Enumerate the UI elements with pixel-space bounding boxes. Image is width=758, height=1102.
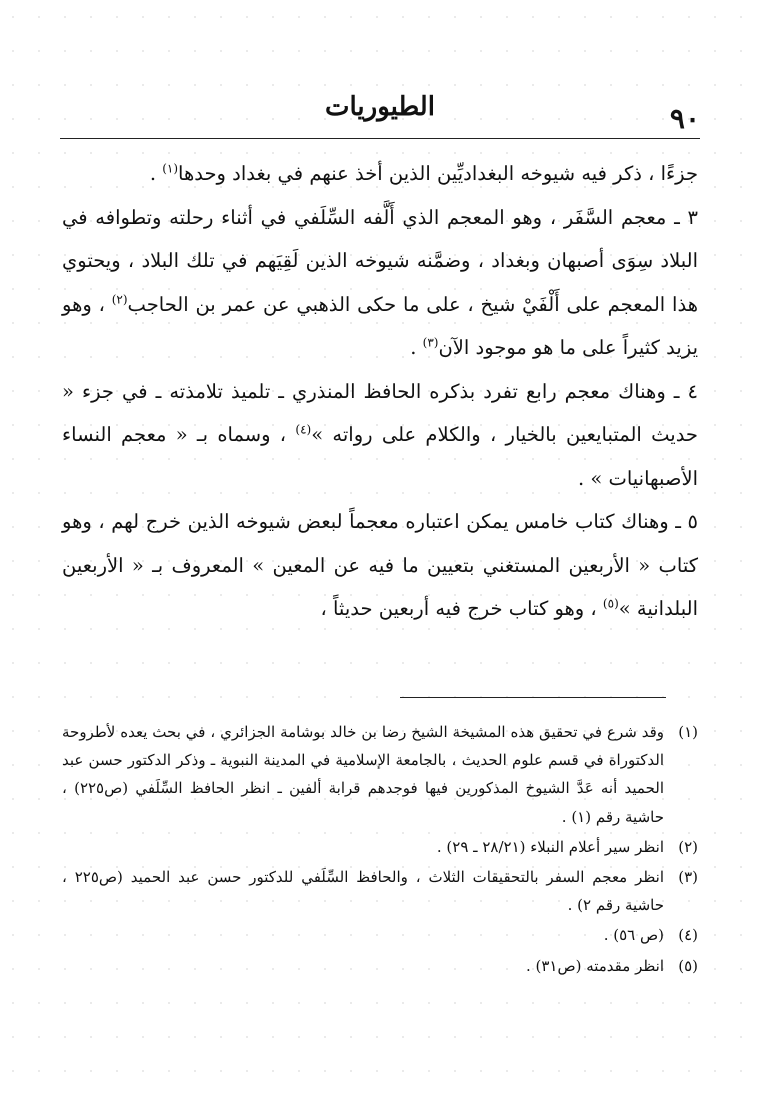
- paragraph-4: [62, 500, 698, 631]
- footnote-text: وقد شرع في تحقيق هذه المشيخة الشيخ رضا بن خالد بوشامة الجزائري ، في بحث يعده لأطروحة الدكتوراة في قسم علوم الحديث ، بالجامعة الإسلامية في المدينة النبوية ـ وذكر الدكتور حسن عبد الحميد أنه عَدَّ الشيوخ المذكورين فيها فوجدهم قرابة ألفين ـ انظر الحافظ السِّلَفي (ص٢٢٥) ، حاشية رقم (١) .: [62, 723, 664, 826]
- text-segment: ٣ ـ معجم السَّفَر ، وهو المعجم الذي أَلَّفه السِّلَفي في أثناء رحلته وتطوافه في البلاد سِوَى أصبهان وبغداد ، وضمَّنه شيوخه الذين لَقِيَهم في تلك البلاد ، ويحتوي هذا المعجم على أَلْفَيْ شيخ ، على ما حكى الذهبي عن عمر بن الحاجب: [62, 205, 698, 316]
- footnote-text: انظر معجم السفر بالتحقيقات الثلاث ، والحافظ السِّلَفي للدكتور حسن عبد الحميد (ص٢٢٥ ، حاشية رقم ٢) .: [62, 868, 665, 915]
- footnote-text: انظر سير أعلام النبلاء (٢٨/٢١ ـ ٢٩) .: [436, 837, 664, 856]
- text-segment: ، وهو يزيد كثيراً على ما هو موجود الآن: [62, 292, 698, 359]
- page-number: ٩٠: [669, 102, 700, 135]
- footnote-4: [62, 921, 698, 949]
- footnote-marker: (٣): [678, 868, 698, 887]
- header-rule: [60, 138, 700, 139]
- footnote-marker: (١): [678, 723, 698, 741]
- footnote-ref-1: (١): [162, 161, 179, 176]
- footnote-ref-4: (٤): [295, 422, 312, 437]
- paragraph-2: [62, 196, 698, 370]
- running-title: الطيوريات: [325, 92, 435, 122]
- footnote-ref-3: (٣): [422, 335, 439, 350]
- footnotes: [62, 718, 698, 982]
- footnote-5: [62, 952, 698, 980]
- paragraph-1: [62, 152, 698, 196]
- footnote-marker: (٢): [678, 837, 698, 856]
- text-segment: ، وهو كتاب خرج فيه أربعين حديثاً ،: [320, 597, 597, 620]
- footnote-ref-5: (٥): [602, 596, 619, 611]
- footnote-separator: [400, 697, 666, 698]
- footnote-ref-2: (٢): [111, 292, 128, 306]
- footnote-text: انظر مقدمته (ص٣١) .: [525, 956, 664, 975]
- footnote-2: [62, 833, 698, 861]
- main-text: [62, 152, 698, 631]
- footnote-1: [62, 718, 698, 831]
- footnote-marker: (٥): [678, 956, 698, 975]
- text-segment: ٤ ـ وهناك معجم رابع تفرد بذكره الحافظ المنذري ـ تلميذ تلامذته ـ في جزء « حديث المتبايعين بالخيار ، والكلام على رواته »: [62, 379, 698, 446]
- page-header: [60, 92, 700, 140]
- text-segment: ٥ ـ وهناك كتاب خامس يمكن اعتباره معجماً لبعض شيوخه الذين خرج لهم ، وهو كتاب « الأربعين المستغني بتعيين ما فيه عن المعين » المعروف بـ « الأربعين البلدانية »: [62, 510, 698, 620]
- paragraph-3: [62, 370, 698, 501]
- end-mark: .: [149, 162, 157, 185]
- footnote-text: (ص ٥٦) .: [603, 926, 664, 945]
- text-segment: جزءًا ، ذكر فيه شيوخه البغداديِّين الذين أخذ عنهم في بغداد وحدها: [178, 162, 698, 185]
- footnote-marker: (٤): [678, 926, 698, 945]
- end-mark: .: [410, 336, 417, 359]
- text-segment: ، وسماه بـ « معجم النساء الأصبهانيات » .: [62, 423, 698, 490]
- footnote-3: [62, 863, 698, 919]
